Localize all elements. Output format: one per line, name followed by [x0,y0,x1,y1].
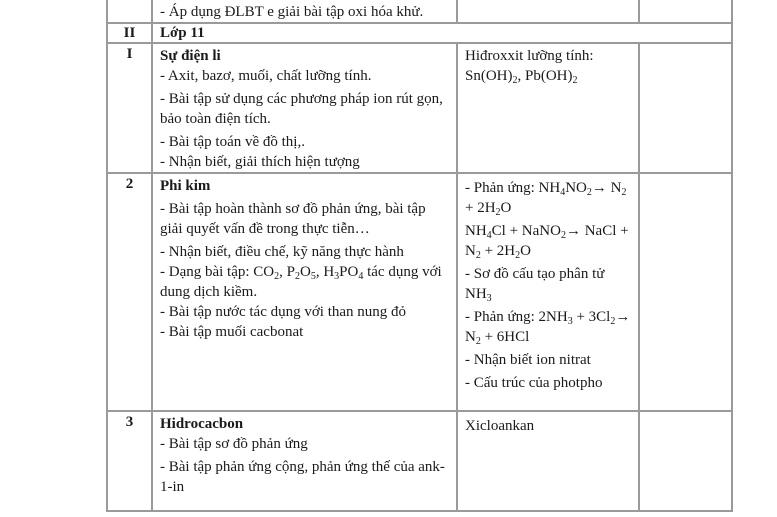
topic-heading: Hidrocacbon [160,416,244,432]
table-row [107,411,732,511]
section-title: Lớp 11 [152,23,732,43]
notes-cell [457,0,639,23]
topic-item: - Bài tập phản ứng cộng, phản ứng thế của ank-1-in [160,459,445,495]
note-line: $Sn(OH)_2$, $Pb(OH)_2$ [465,68,578,86]
row-number: I [107,43,152,173]
row-number: 2 [107,173,152,411]
topic-item: - Axit, bazơ, muối, chất lưỡng tính. [160,68,372,84]
extra-cell [639,43,732,173]
note-line: - Phản ứng: $NH_4NO_2\to N_2 + 2H_2O$ [465,180,627,218]
topic-item: - Nhận biết, điều chế, kỹ năng thực hành [160,244,404,260]
extra-cell [639,411,732,511]
note-line: - Sơ đồ cấu tạo phân tử $NH_3$ [465,266,605,304]
content-cell [152,0,457,23]
topic-item: - Bài tập nước tác dụng với than nung đỏ [160,304,407,320]
note-line: - Nhận biết ion nitrat [465,352,591,368]
notes-cell [457,43,639,173]
table-row [107,43,732,173]
topic-item: - Bài tập sơ đồ phản ứng [160,436,308,452]
note-line: Hiđroxxit lưỡng tính: [465,48,594,64]
content-cell [152,173,457,411]
syllabus-table [106,0,733,512]
topic-item: - Nhận biết, giải thích hiện tượng [160,154,360,170]
notes-cell [457,411,639,511]
topic-heading: Phi kim [160,178,211,194]
note-line: - Cấu trúc của photpho [465,375,603,391]
topic-item: - Bài tập sử dụng các phương pháp ion rút gọn, bảo toàn điện tích. [160,91,443,127]
content-cell [152,43,457,173]
note-line: - Phản ứng: $2NH_3 + 3Cl_2\to N_2 + 6HCl$ [465,309,631,347]
topic-heading: Sự điện li [160,48,221,64]
content-cell [152,411,457,511]
row-number: 3 [107,411,152,511]
note-line: Xicloankan [465,418,535,434]
row-number-cell [107,0,152,23]
section-number: II [107,23,152,43]
topic-item: - Dạng bài tập: $CO_2$, $P_2O_5$, $H_3PO_4$ tác dụng với dung dịch kiềm. [160,264,442,300]
topic-item: - Bài tập hoàn thành sơ đồ phản ứng, bài tập giải quyết vấn đề trong thực tiễn… [160,201,426,237]
topic-item: - Bài tập muối cacbonat [160,324,304,340]
notes-cell [457,173,639,411]
note-line: $NH_4Cl$ + NaNO$_2$→ NaCl + $N_2 + 2H_2O$ [465,223,629,261]
content-line: - Áp dụng ĐLBT e giải bài tập oxi hóa khử. [160,4,424,20]
topic-item: - Bài tập toán về đồ thị,. [160,134,305,150]
section-row [107,23,732,43]
table-row-previous [107,0,732,23]
table-row [107,173,732,411]
extra-cell [639,0,732,23]
extra-cell [639,173,732,411]
